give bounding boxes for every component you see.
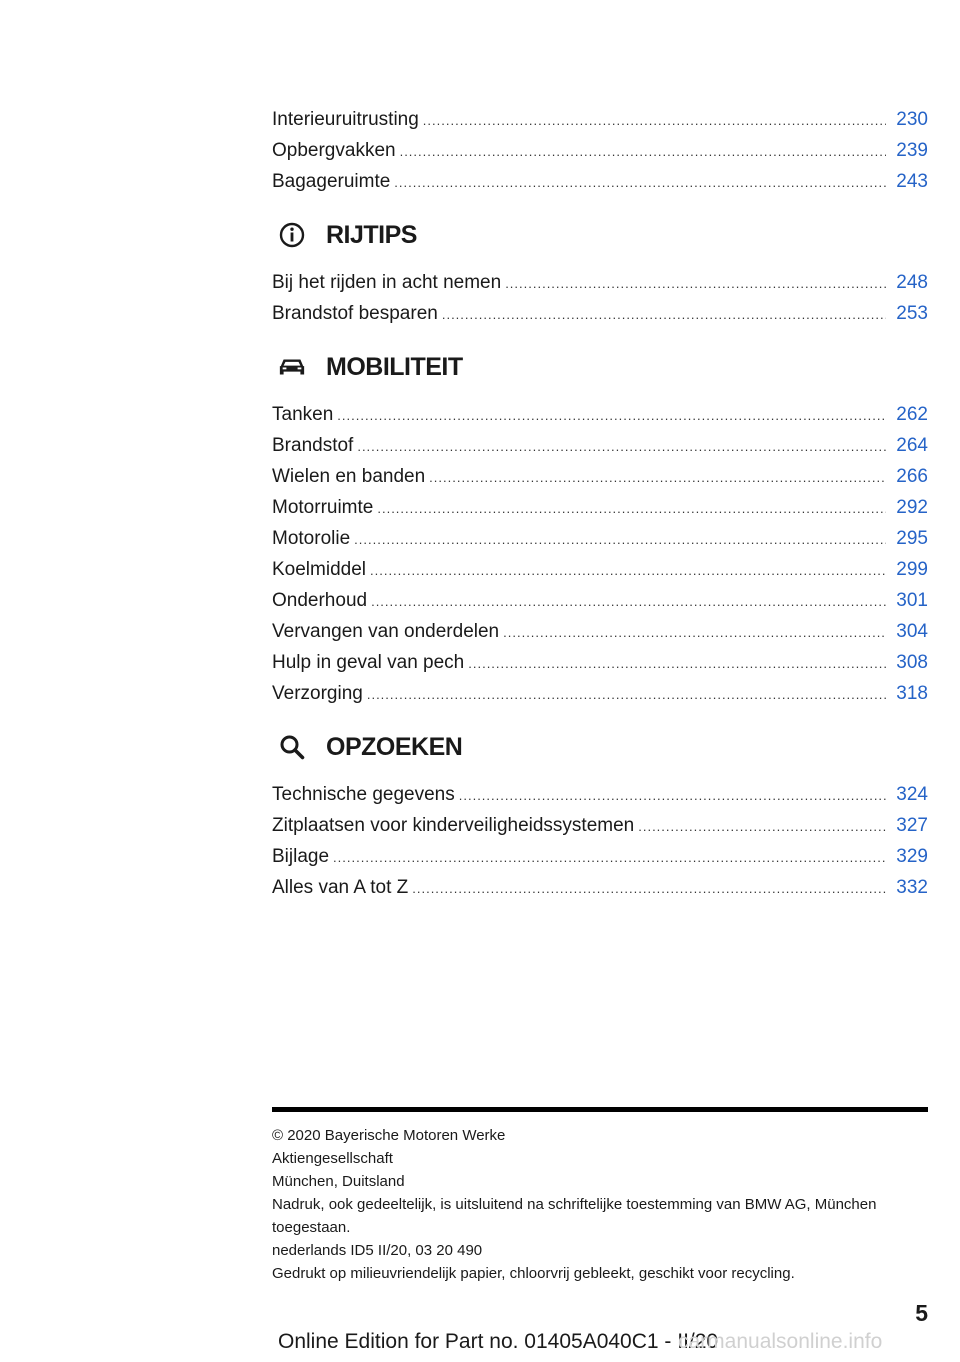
imprint-edition: nederlands ID5 II/20, 03 20 490 [272, 1242, 483, 1259]
toc-entry-title: Motorolie [272, 528, 351, 549]
section-heading-mobiliteit [272, 347, 928, 387]
toc-entry-title: Bij het rijden in acht nemen [272, 272, 502, 293]
section-title: OPZOEKEN [326, 732, 463, 761]
toc-page-link[interactable]: 266 [896, 466, 928, 487]
toc-entry-title: Tanken [272, 404, 334, 425]
toc-entry[interactable] [272, 647, 928, 678]
toc-entry[interactable] [272, 267, 928, 298]
toc-entry[interactable] [272, 298, 928, 329]
toc-leader-dots [377, 493, 886, 524]
toc-entry[interactable] [272, 779, 928, 810]
toc-page-link[interactable]: 329 [896, 846, 928, 867]
toc-leader-dots [371, 586, 886, 617]
toc-entry[interactable] [272, 104, 928, 135]
toc-entry-title: Alles van A tot Z [272, 877, 409, 898]
toc-page-link[interactable]: 239 [896, 140, 928, 161]
toc-entry-title: Opbergvakken [272, 140, 396, 161]
toc-page-link[interactable]: 264 [896, 435, 928, 456]
toc-leader-dots [442, 299, 886, 330]
toc-page-link[interactable]: 243 [896, 171, 928, 192]
footer-divider [272, 1107, 928, 1112]
info-icon [278, 221, 306, 249]
toc-entry[interactable] [272, 678, 928, 709]
section-title: MOBILITEIT [326, 352, 463, 381]
imprint-block [272, 1124, 928, 1285]
toc-entry-title: Koelmiddel [272, 559, 366, 580]
toc-entry[interactable] [272, 430, 928, 461]
imprint-company: Aktiengesellschaft [272, 1150, 393, 1167]
toc-page-link[interactable]: 318 [896, 683, 928, 704]
toc-entry-title: Bagageruimte [272, 171, 391, 192]
watermark-text: carmanualsonline.info [678, 1330, 883, 1353]
car-icon [278, 353, 306, 381]
toc-entry-title: Motorruimte [272, 497, 374, 518]
toc-page-link[interactable]: 230 [896, 109, 928, 130]
toc-page-link[interactable]: 301 [896, 590, 928, 611]
toc-page-link[interactable]: 248 [896, 272, 928, 293]
toc-entry[interactable] [272, 523, 928, 554]
toc-entry[interactable] [272, 585, 928, 616]
imprint-copyright: © 2020 Bayerische Motoren Werke [272, 1127, 506, 1144]
toc-entry[interactable] [272, 399, 928, 430]
toc-leader-dots [400, 136, 887, 167]
toc-page-link[interactable]: 299 [896, 559, 928, 580]
toc-page-link[interactable]: 292 [896, 497, 928, 518]
toc-entry[interactable] [272, 461, 928, 492]
toc-entry-title: Zitplaatsen voor kinderveiligheidssystemen [272, 815, 635, 836]
toc-entry[interactable] [272, 810, 928, 841]
toc-entry[interactable] [272, 616, 928, 647]
toc-entry-title: Wielen en banden [272, 466, 426, 487]
toc-page-link[interactable]: 253 [896, 303, 928, 324]
toc-entry[interactable] [272, 841, 928, 872]
online-edition-footer: Online Edition for Part no. 01405A040C1 - II/20 [278, 1330, 719, 1353]
toc-leader-dots [357, 431, 886, 462]
toc-entry[interactable] [272, 872, 928, 903]
toc-leader-dots [423, 105, 887, 136]
toc-page-link[interactable]: 324 [896, 784, 928, 805]
toc-leader-dots [333, 842, 886, 873]
toc-entry-title: Interieuruitrusting [272, 109, 419, 130]
section-heading-rijtips [272, 215, 928, 255]
page-number: 5 [915, 1300, 928, 1326]
toc-leader-dots [468, 648, 886, 679]
section-heading-opzoeken [272, 727, 928, 767]
toc-leader-dots [337, 400, 886, 431]
toc-leader-dots [370, 555, 886, 586]
toc-entry-title: Technische gegevens [272, 784, 455, 805]
toc-leader-dots [503, 617, 886, 648]
toc-entry-title: Onderhoud [272, 590, 368, 611]
toc-page-link[interactable]: 332 [896, 877, 928, 898]
toc-entry-title: Verzorging [272, 683, 363, 704]
toc-entry-title: Bijlage [272, 846, 330, 867]
toc-page-link[interactable]: 295 [896, 528, 928, 549]
section-entries [272, 779, 928, 903]
toc-leader-dots [505, 268, 886, 299]
toc-entry[interactable] [272, 166, 928, 197]
toc-leader-dots [429, 462, 886, 493]
toc-page-link[interactable]: 308 [896, 652, 928, 673]
toc-leader-dots [459, 780, 887, 811]
imprint-city: München, Duitsland [272, 1173, 405, 1190]
toc-leader-dots [394, 167, 886, 198]
toc-entry-title: Brandstof besparen [272, 303, 438, 324]
toc-entry[interactable] [272, 135, 928, 166]
toc-leader-dots [367, 679, 886, 710]
section-title: RIJTIPS [326, 220, 417, 249]
toc-page-link[interactable]: 327 [896, 815, 928, 836]
toc-entry-title: Vervangen van onderdelen [272, 621, 500, 642]
toc-entry-title: Hulp in geval van pech [272, 652, 465, 673]
toc-entry-title: Brandstof [272, 435, 354, 456]
toc-page-link[interactable]: 304 [896, 621, 928, 642]
toc-entry[interactable] [272, 492, 928, 523]
imprint-reprint-notice: Nadruk, ook gedeeltelijk, is uitsluitend na schriftelijke toestemming van BMW AG, München toegestaan. [272, 1196, 877, 1236]
section-entries [272, 399, 928, 709]
toc-leader-dots [354, 524, 886, 555]
toc-page-link[interactable]: 262 [896, 404, 928, 425]
toc-leader-dots [412, 873, 886, 904]
imprint-print-note: Gedrukt op milieuvriendelijk papier, chloorvrij gebleekt, geschikt voor recycling. [272, 1265, 795, 1282]
toc-entry[interactable] [272, 554, 928, 585]
section-entries [272, 267, 928, 329]
toc-top-entries [272, 104, 928, 197]
toc-leader-dots [638, 811, 886, 842]
table-of-contents [272, 104, 928, 903]
search-icon [278, 733, 306, 761]
